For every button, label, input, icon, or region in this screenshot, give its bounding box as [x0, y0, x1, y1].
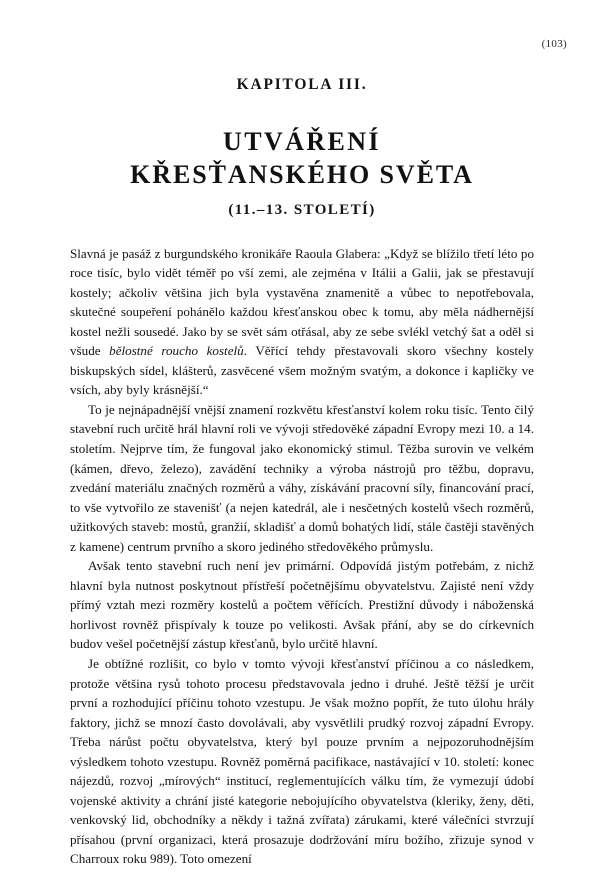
- body-text: [70, 244, 534, 870]
- chapter-subtitle: (11.–13. STOLETÍ): [228, 201, 376, 218]
- text-run: Avšak tento stavební ruch není jev primární. Odpovídá jistým potřebám, z nichž hlavní byla nutnost poskytnout přístřeší početnějšímu obyvatelstvu. Zajisté není vždy přímý vztah mezi rozměry kostelů a počtem věřících. Prestižní důvody i náboženská horlivost rovněž přispívaly k touze po velikosti. Avšak přání, aby se do církevních budov vešel početnější zástup křesťanů, bylo určitě hlavní.: [70, 558, 534, 652]
- emphasized-text: bělostné roucho kostelů: [109, 343, 244, 359]
- page-title: [70, 125, 534, 192]
- chapter-title-line-2: KŘESŤANSKÉHO SVĚTA: [130, 160, 474, 190]
- text-run: Je obtížné rozlišit, co bylo v tomto vývoji křesťanství příčinou a co následkem, protože většina rysů tohoto procesu představovala jedno i druhé. Ještě těžší je určit první a rozhodující příčinu tohoto vzestupu. Je však možno popřít, že tuto úlohu hrály faktory, jichž se mnozí často dovolávali, aby vysvětlili prudký rozvoj západní Evropy. Třeba nárůst počtu obyvatelstva, který byl pouze prvním a nejpozoruhodnějším výsledkem tohoto vzestupu. Rovněž poměrná pacifikace, nastávající v 10. století: konec nájezdů, rozvoj „mírových“ institucí, reglementujících válku tím, že vymezují údobí vojenské aktivity a chrání jisté kategorie nebojujícího obyvatelstva (kleriky, ženy, děti, venkovský lid, obchodníky a někdy i tažná zvířata) zárukami, které válečníci stvrzují přísahou (první organizaci, která prosazuje dodržování míru božího, zřizuje synod v Charroux roku 989). Toto omezení: [70, 656, 534, 867]
- body-paragraph: [70, 244, 534, 400]
- text-run: . Věřící tehdy přestavovali skoro všechny kostely biskupských sídel, klášterů, zasvěcené všem možným svatým, a dokonce i kapličky ve vsích, aby byly krásnější.“: [70, 343, 534, 398]
- text-run: To je nejnápadnější vnější znamení rozkvětu křesťanství kolem roku tisíc. Tento čilý stavební ruch určitě hrál hlavní roli ve vývoji středověké západní Evropy mezi 10. a 14. stoletím. Nejprve tím, že fungoval jako ekonomický stimul. Těžba surovin ve velkém (kámen, dřevo, železo), zavádění techniky a výroba nástrojů pro těžbu, dopravu, zvedání materiálu značných rozměrů a váhy, získávání pracovní síly, financování prací, to vše vytvořilo ze stavenišť (a nejen katedrál, ale i nesčetných kostelů všech rozměrů, užitkových staveb: mostů, granžií, skladišť a domů bohatých lidí, stále častěji stavěných z kamene) centrum prvního a skoro jediného středověkého průmyslu.: [70, 401, 534, 554]
- body-paragraph: [70, 556, 534, 654]
- body-paragraph: [70, 400, 534, 556]
- chapter-title-line-1: UTVÁŘENÍ: [223, 127, 381, 156]
- page-number: (103): [541, 38, 567, 50]
- body-paragraph: [70, 654, 534, 869]
- text-run: Slavná je pasáž z burgundského kronikáře Raoula Glabera: „Když se blížilo třetí léto po roce tisíc, bylo vidět téměř po vší zemi, ale zejména v Itálii a Galii, jak se přestavují kostely; ačkoliv většina jich byla vystavěna znamenitě a vůbec to nepotřebovala, skutečné soupeření pohánělo každou křesťanskou obec k tomu, aby měla nádhernější kostel nežli sousedé. Jako by se svět sám otřásal, aby ze sebe svlékl vetchý šat a oděl si všude: [70, 245, 534, 359]
- chapter-number: KAPITOLA III.: [236, 76, 368, 93]
- page-content: [70, 0, 534, 869]
